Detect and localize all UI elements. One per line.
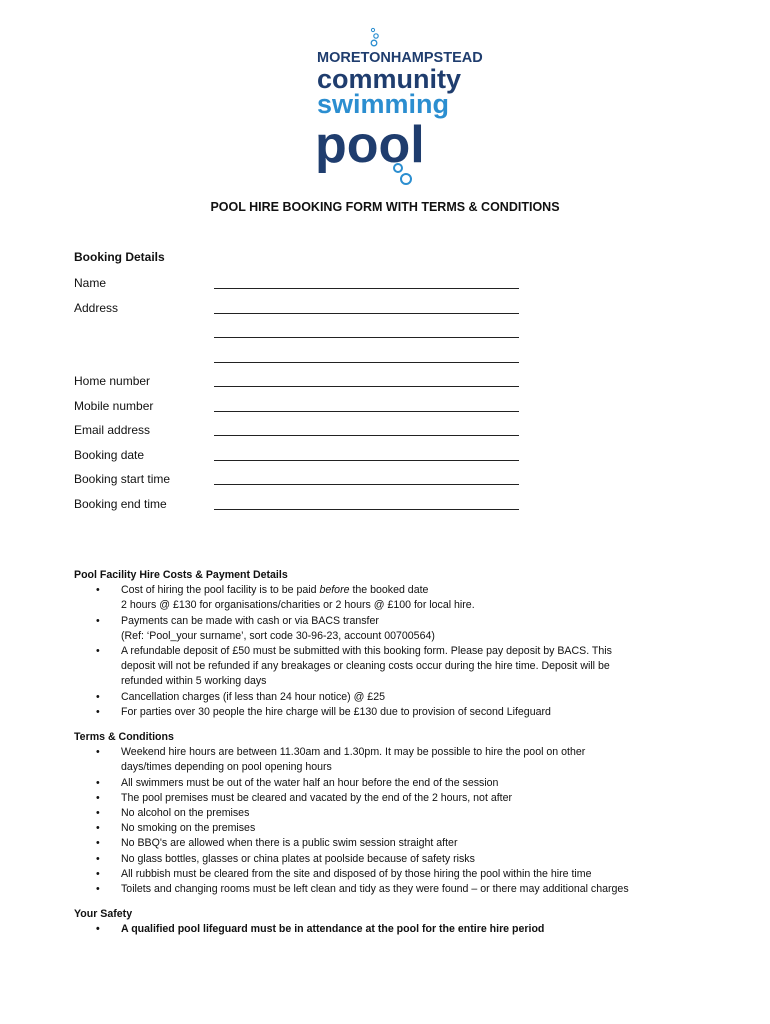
- bullet-icon: •: [96, 645, 100, 658]
- booking-date-field[interactable]: [214, 460, 519, 461]
- bullet-icon: •: [96, 852, 100, 865]
- logo-text-town: MORETONHAMPSTEAD: [317, 50, 483, 66]
- booking-date-label: Booking date: [74, 447, 145, 462]
- list-item: [74, 705, 704, 720]
- form-title: POOL HIRE BOOKING FORM WITH TERMS & CONDITIONS: [210, 200, 560, 214]
- bullet-icon: •: [96, 822, 100, 835]
- deposit-line-1: A refundable deposit of £50 must be submitted with this booking form. Please pay deposit by BACS. This: [121, 645, 612, 658]
- list-item: [74, 776, 704, 791]
- term-text: All swimmers must be out of the water half an hour before the end of the session: [121, 776, 499, 789]
- logo-text-community: community: [317, 64, 462, 94]
- cost-rates: 2 hours @ £130 for organisations/charities or 2 hours @ £100 for local hire.: [121, 599, 475, 612]
- terms-section: [74, 568, 704, 948]
- booking-end-label: Booking end time: [74, 496, 167, 511]
- booking-details-section: [74, 250, 534, 521]
- booking-date-row: [74, 448, 534, 473]
- list-item: [74, 806, 704, 821]
- lifeguard-text: A qualified pool lifeguard must be in attendance at the pool for the entire hire period: [121, 923, 545, 936]
- deposit-line-2: deposit will not be refunded if any breakages or cleaning costs occur during the hire time. Deposit will be: [121, 660, 610, 673]
- bullet-icon: •: [96, 807, 100, 820]
- bullet-icon: •: [96, 705, 100, 718]
- term-text: The pool premises must be cleared and vacated by the end of the 2 hours, not after: [121, 791, 513, 804]
- address-field-line-1[interactable]: [214, 313, 519, 314]
- bullet-icon: •: [96, 923, 100, 936]
- list-item: [74, 583, 704, 613]
- term-hours-line-2: days/times depending on pool opening hours: [121, 761, 332, 774]
- term-text: Toilets and changing rooms must be left clean and tidy as they were found – or there may additional charges: [121, 883, 629, 896]
- list-item: [74, 836, 704, 851]
- list-item: [74, 690, 704, 705]
- list-item: [74, 614, 704, 644]
- address-row-2: [74, 325, 534, 350]
- safety-list: [74, 922, 704, 937]
- list-item: [74, 791, 704, 806]
- booking-start-label: Booking start time: [74, 472, 171, 486]
- payment-methods: Payments can be made with cash or via BACS transfer: [121, 614, 379, 627]
- term-text: No smoking on the premises: [121, 822, 256, 835]
- bullet-icon: •: [96, 690, 100, 703]
- address-row: [74, 301, 534, 326]
- cancellation-text: Cancellation charges (if less than 24 hour notice) @ £25: [121, 690, 385, 703]
- term-text: All rubbish must be cleared from the site and disposed of by those hiring the pool within the hire time: [121, 867, 592, 880]
- deposit-line-3: refunded within 5 working days: [121, 675, 267, 688]
- mobile-number-row: [74, 399, 534, 424]
- costs-list: [74, 583, 704, 720]
- bullet-icon: •: [96, 746, 100, 759]
- cost-text-post: the booked date: [349, 584, 429, 597]
- address-row-3: [74, 350, 534, 375]
- payment-reference: (Ref: ‘Pool_your surname’, sort code 30-96-23, account 00700564): [121, 629, 435, 642]
- parties-text: For parties over 30 people the hire charge will be £130 due to provision of second Lifeguard: [121, 705, 551, 718]
- mobile-number-field[interactable]: [214, 411, 519, 412]
- address-field-line-2[interactable]: [214, 337, 519, 338]
- logo-text-swimming: swimming: [317, 89, 450, 119]
- booking-details-heading: Booking Details: [74, 250, 165, 264]
- term-text: No alcohol on the premises: [121, 807, 250, 820]
- name-field[interactable]: [214, 288, 519, 289]
- booking-end-row: [74, 497, 534, 522]
- logo-text-pool: pool: [315, 116, 425, 174]
- email-row: [74, 423, 534, 448]
- name-label: Name: [74, 276, 107, 290]
- address-label: Address: [74, 300, 119, 315]
- home-number-label: Home number: [74, 374, 151, 388]
- bullet-icon: •: [96, 791, 100, 804]
- email-field[interactable]: [214, 435, 519, 436]
- pool-logo: [310, 22, 483, 187]
- booking-end-field[interactable]: [214, 509, 519, 510]
- costs-heading: Pool Facility Hire Costs & Payment Details: [74, 569, 288, 581]
- list-item: [74, 852, 704, 867]
- home-number-field[interactable]: [214, 386, 519, 387]
- booking-start-row: [74, 472, 534, 497]
- cost-text-pre: Cost of hiring the pool facility is to be paid: [121, 584, 320, 597]
- bullet-icon: •: [96, 837, 100, 850]
- list-item: [74, 821, 704, 836]
- home-number-row: [74, 374, 534, 399]
- bullet-icon: •: [96, 614, 100, 627]
- term-text: No glass bottles, glasses or china plates at poolside because of safety risks: [121, 852, 475, 865]
- bullet-icon: •: [96, 883, 100, 896]
- logo-graphic: [310, 22, 483, 187]
- bullet-icon: •: [96, 867, 100, 880]
- name-row: [74, 276, 534, 301]
- list-item: [74, 867, 704, 882]
- terms-list: [74, 745, 704, 897]
- safety-heading: Your Safety: [74, 908, 133, 921]
- term-text: No BBQ's are allowed when there is a public swim session straight after: [121, 837, 458, 850]
- list-item: [74, 882, 704, 897]
- email-label: Email address: [74, 423, 151, 437]
- list-item: [74, 644, 704, 690]
- bullet-icon: •: [96, 776, 100, 789]
- address-field-line-3[interactable]: [214, 362, 519, 363]
- term-hours-line-1: Weekend hire hours are between 11.30am and 1.30pm. It may be possible to hire the pool on other: [121, 746, 586, 759]
- list-item: [74, 745, 704, 775]
- mobile-number-label: Mobile number: [74, 398, 154, 413]
- cost-text-emphasis: before: [319, 584, 350, 597]
- list-item: [74, 922, 704, 937]
- terms-heading: Terms & Conditions: [74, 731, 174, 744]
- bullet-icon: •: [96, 584, 100, 597]
- booking-start-field[interactable]: [214, 484, 519, 485]
